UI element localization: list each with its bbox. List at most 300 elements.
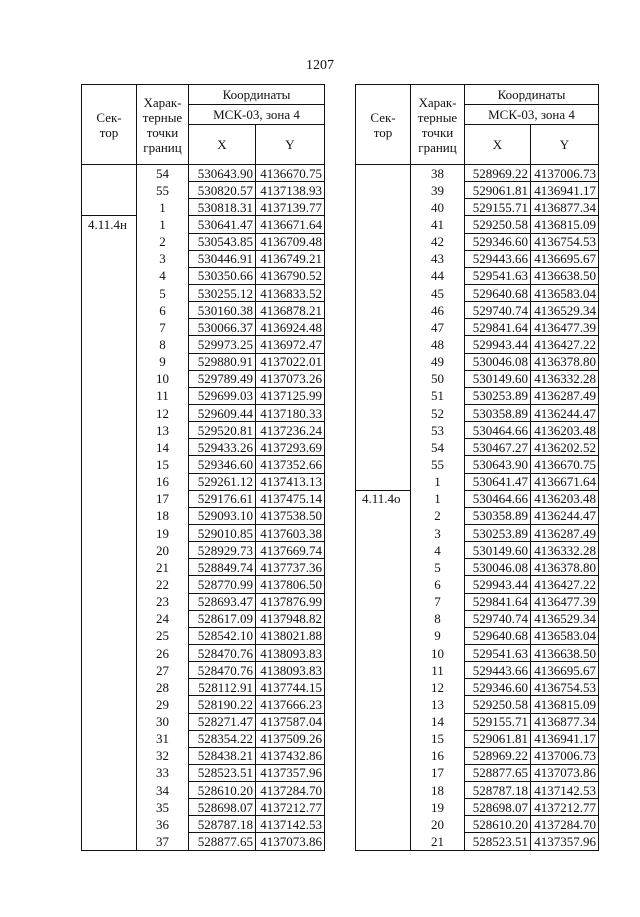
- header-x: X: [189, 125, 256, 165]
- table-row: [82, 507, 325, 524]
- y-cell: 4137432.86: [256, 747, 325, 764]
- y-cell: 4138021.88: [256, 627, 325, 644]
- point-cell: 20: [137, 542, 189, 559]
- sector-cell: [82, 730, 137, 747]
- point-cell: 21: [411, 833, 465, 850]
- y-cell: 4138093.83: [256, 644, 325, 661]
- table-row: [82, 713, 325, 730]
- x-cell: 528271.47: [189, 713, 256, 730]
- x-cell: 530358.89: [465, 404, 531, 421]
- y-cell: 4137139.77: [256, 199, 325, 216]
- coordinates-table-left: [81, 84, 325, 851]
- sector-cell: [82, 782, 137, 799]
- coordinates-table-right: [355, 84, 599, 851]
- y-cell: 4137669.74: [256, 542, 325, 559]
- table-row: [82, 747, 325, 764]
- x-cell: 530543.85: [189, 233, 256, 250]
- y-cell: 4136941.17: [531, 182, 599, 199]
- table-row: [82, 764, 325, 781]
- y-cell: 4137509.26: [256, 730, 325, 747]
- x-cell: 528969.22: [465, 747, 531, 764]
- point-cell: 44: [411, 267, 465, 284]
- table-row: [356, 662, 599, 679]
- table-row: [82, 730, 325, 747]
- y-cell: 4137666.23: [256, 696, 325, 713]
- table-row: [356, 473, 599, 490]
- y-cell: 4137413.13: [256, 473, 325, 490]
- table-row: [356, 644, 599, 661]
- sector-cell: [82, 284, 137, 301]
- point-cell: 24: [137, 610, 189, 627]
- point-cell: 32: [137, 747, 189, 764]
- table-row: [82, 439, 325, 456]
- y-cell: 4136671.64: [531, 473, 599, 490]
- point-cell: 16: [411, 747, 465, 764]
- table-row: [356, 267, 599, 284]
- x-cell: 529520.81: [189, 422, 256, 439]
- table-row: [356, 507, 599, 524]
- x-cell: 528849.74: [189, 559, 256, 576]
- x-cell: 529740.74: [465, 302, 531, 319]
- y-cell: 4136695.67: [531, 662, 599, 679]
- table-row: [82, 456, 325, 473]
- point-cell: 45: [411, 284, 465, 301]
- x-cell: 530643.90: [189, 165, 256, 182]
- point-cell: 40: [411, 199, 465, 216]
- sector-cell: [356, 764, 411, 781]
- point-cell: 46: [411, 302, 465, 319]
- sector-cell: [356, 199, 411, 216]
- sector-cell: [356, 284, 411, 301]
- point-cell: 51: [411, 387, 465, 404]
- point-cell: 3: [137, 250, 189, 267]
- y-cell: 4137806.50: [256, 576, 325, 593]
- x-cell: 528112.91: [189, 679, 256, 696]
- y-cell: 4137142.53: [256, 816, 325, 833]
- y-cell: 4136427.22: [531, 576, 599, 593]
- point-cell: 12: [411, 679, 465, 696]
- table-row: [82, 524, 325, 541]
- table-row: [82, 559, 325, 576]
- table-row: [82, 267, 325, 284]
- table-row: [356, 284, 599, 301]
- point-cell: 10: [411, 644, 465, 661]
- x-cell: 529880.91: [189, 353, 256, 370]
- y-cell: 4136529.34: [531, 302, 599, 319]
- x-cell: 530464.66: [465, 490, 531, 507]
- point-cell: 6: [411, 576, 465, 593]
- table-row: [82, 233, 325, 250]
- y-cell: 4137603.38: [256, 524, 325, 541]
- point-cell: 35: [137, 799, 189, 816]
- point-cell: 28: [137, 679, 189, 696]
- point-cell: 6: [137, 302, 189, 319]
- table-row: [82, 404, 325, 421]
- x-cell: 529740.74: [465, 610, 531, 627]
- y-cell: 4136638.50: [531, 267, 599, 284]
- point-cell: 19: [137, 524, 189, 541]
- sector-cell: 4.11.4о: [356, 490, 411, 507]
- point-cell: 17: [137, 490, 189, 507]
- header-x: X: [465, 125, 531, 165]
- sector-cell: [356, 576, 411, 593]
- point-cell: 13: [411, 696, 465, 713]
- point-cell: 4: [411, 542, 465, 559]
- sector-cell: [82, 507, 137, 524]
- point-cell: 29: [137, 696, 189, 713]
- x-cell: 529346.60: [465, 233, 531, 250]
- sector-cell: [82, 610, 137, 627]
- sector-cell: [356, 627, 411, 644]
- x-cell: 529841.64: [465, 593, 531, 610]
- sector-cell: [82, 456, 137, 473]
- point-cell: 50: [411, 370, 465, 387]
- table-row: [82, 165, 325, 182]
- point-cell: 37: [137, 833, 189, 850]
- table-row: [356, 782, 599, 799]
- x-cell: 528190.22: [189, 696, 256, 713]
- y-cell: 4137125.99: [256, 387, 325, 404]
- sector-cell: [356, 473, 411, 490]
- y-cell: 4136202.52: [531, 439, 599, 456]
- point-cell: 17: [411, 764, 465, 781]
- x-cell: 528787.18: [465, 782, 531, 799]
- table-row: [356, 404, 599, 421]
- point-cell: 38: [411, 165, 465, 182]
- table-row: [356, 387, 599, 404]
- point-cell: 27: [137, 662, 189, 679]
- y-cell: 4136583.04: [531, 284, 599, 301]
- point-cell: 55: [411, 456, 465, 473]
- x-cell: 528610.20: [189, 782, 256, 799]
- point-cell: 1: [411, 473, 465, 490]
- x-cell: 528470.76: [189, 644, 256, 661]
- y-cell: 4136378.80: [531, 559, 599, 576]
- y-cell: 4136877.34: [531, 199, 599, 216]
- table-row: [82, 542, 325, 559]
- sector-cell: [356, 833, 411, 850]
- sector-cell: [356, 439, 411, 456]
- table-row: [82, 576, 325, 593]
- point-cell: 13: [137, 422, 189, 439]
- table-row: [356, 696, 599, 713]
- point-cell: 1: [137, 216, 189, 233]
- y-cell: 4136972.47: [256, 336, 325, 353]
- sector-cell: [356, 610, 411, 627]
- point-cell: 9: [411, 627, 465, 644]
- table-row: [356, 524, 599, 541]
- sector-cell: [82, 490, 137, 507]
- sector-cell: [82, 336, 137, 353]
- point-cell: 55: [137, 182, 189, 199]
- x-cell: 529010.85: [189, 524, 256, 541]
- x-cell: 530641.47: [189, 216, 256, 233]
- y-cell: 4137180.33: [256, 404, 325, 421]
- table-row: [356, 439, 599, 456]
- point-cell: 34: [137, 782, 189, 799]
- sector-cell: [356, 336, 411, 353]
- table-row: [82, 833, 325, 850]
- x-cell: 528698.07: [465, 799, 531, 816]
- y-cell: 4136477.39: [531, 593, 599, 610]
- point-cell: 33: [137, 764, 189, 781]
- sector-cell: [356, 165, 411, 182]
- sector-cell: [356, 593, 411, 610]
- sector-cell: [82, 764, 137, 781]
- y-cell: 4136878.21: [256, 302, 325, 319]
- header-coords-system: МСК-03, зона 4: [465, 105, 599, 125]
- sector-cell: [82, 542, 137, 559]
- x-cell: 529155.71: [465, 199, 531, 216]
- sector-cell: [82, 559, 137, 576]
- point-cell: 11: [411, 662, 465, 679]
- table-row: [82, 627, 325, 644]
- table-row: [356, 747, 599, 764]
- point-cell: 31: [137, 730, 189, 747]
- x-cell: 529261.12: [189, 473, 256, 490]
- sector-cell: [356, 559, 411, 576]
- table-row: [82, 473, 325, 490]
- table-row: [82, 662, 325, 679]
- x-cell: 528438.21: [189, 747, 256, 764]
- x-cell: 529841.64: [465, 319, 531, 336]
- point-cell: 5: [411, 559, 465, 576]
- point-cell: 25: [137, 627, 189, 644]
- y-cell: 4136287.49: [531, 387, 599, 404]
- y-cell: 4136203.48: [531, 490, 599, 507]
- header-coords-system: МСК-03, зона 4: [189, 105, 325, 125]
- x-cell: 530446.91: [189, 250, 256, 267]
- point-cell: 54: [411, 439, 465, 456]
- point-cell: 1: [137, 199, 189, 216]
- point-cell: 14: [137, 439, 189, 456]
- page-number: 1207: [306, 58, 334, 73]
- sector-cell: [356, 747, 411, 764]
- x-cell: 528610.20: [465, 816, 531, 833]
- table-row: [356, 679, 599, 696]
- x-cell: 529155.71: [465, 713, 531, 730]
- point-cell: 5: [137, 284, 189, 301]
- sector-cell: [82, 250, 137, 267]
- sector-cell: [82, 165, 137, 182]
- y-cell: 4136924.48: [256, 319, 325, 336]
- x-cell: 528693.47: [189, 593, 256, 610]
- y-cell: 4136833.52: [256, 284, 325, 301]
- y-cell: 4137138.93: [256, 182, 325, 199]
- y-cell: 4137744.15: [256, 679, 325, 696]
- x-cell: 528877.65: [465, 764, 531, 781]
- table-row: [82, 799, 325, 816]
- x-cell: 528617.09: [189, 610, 256, 627]
- x-cell: 529541.63: [465, 644, 531, 661]
- table-row: [356, 593, 599, 610]
- y-cell: 4136378.80: [531, 353, 599, 370]
- sector-cell: [356, 353, 411, 370]
- table-row: [82, 644, 325, 661]
- x-cell: 528770.99: [189, 576, 256, 593]
- point-cell: 20: [411, 816, 465, 833]
- sector-cell: [356, 644, 411, 661]
- header-points: Харак- терные точки границ: [137, 85, 189, 165]
- x-cell: 528698.07: [189, 799, 256, 816]
- point-cell: 7: [411, 593, 465, 610]
- x-cell: 529541.63: [465, 267, 531, 284]
- point-cell: 8: [411, 610, 465, 627]
- y-cell: 4137538.50: [256, 507, 325, 524]
- sector-cell: [356, 422, 411, 439]
- x-cell: 530253.89: [465, 524, 531, 541]
- y-cell: 4137284.70: [531, 816, 599, 833]
- x-cell: 530149.60: [465, 542, 531, 559]
- table-row: [356, 422, 599, 439]
- x-cell: 529443.66: [465, 662, 531, 679]
- x-cell: 530350.66: [189, 267, 256, 284]
- table-row: [82, 353, 325, 370]
- table-row: [82, 302, 325, 319]
- y-cell: 4136790.52: [256, 267, 325, 284]
- x-cell: 530046.08: [465, 353, 531, 370]
- point-cell: 42: [411, 233, 465, 250]
- table-row: [82, 216, 325, 233]
- y-cell: 4137212.77: [256, 799, 325, 816]
- sector-cell: [82, 662, 137, 679]
- y-cell: 4136203.48: [531, 422, 599, 439]
- y-cell: 4137293.69: [256, 439, 325, 456]
- sector-cell: [82, 627, 137, 644]
- sector-cell: [82, 353, 137, 370]
- table-row: [356, 576, 599, 593]
- point-cell: 12: [137, 404, 189, 421]
- x-cell: 529346.60: [189, 456, 256, 473]
- table-row: [356, 542, 599, 559]
- point-cell: 52: [411, 404, 465, 421]
- table-row: [356, 250, 599, 267]
- sector-cell: [356, 216, 411, 233]
- sector-cell: [356, 696, 411, 713]
- y-cell: 4136287.49: [531, 524, 599, 541]
- x-cell: 530641.47: [465, 473, 531, 490]
- sector-cell: [356, 662, 411, 679]
- point-cell: 8: [137, 336, 189, 353]
- header-y: Y: [531, 125, 599, 165]
- table-row: [356, 799, 599, 816]
- point-cell: 3: [411, 524, 465, 541]
- x-cell: 528523.51: [465, 833, 531, 850]
- y-cell: 4137073.86: [256, 833, 325, 850]
- x-cell: 528470.76: [189, 662, 256, 679]
- point-cell: 15: [137, 456, 189, 473]
- x-cell: 530820.57: [189, 182, 256, 199]
- table-row: [82, 199, 325, 216]
- point-cell: 48: [411, 336, 465, 353]
- table-row: [356, 216, 599, 233]
- table-row: [82, 679, 325, 696]
- point-cell: 26: [137, 644, 189, 661]
- x-cell: 529061.81: [465, 730, 531, 747]
- sector-cell: [356, 319, 411, 336]
- y-cell: 4137006.73: [531, 165, 599, 182]
- table-row: [356, 233, 599, 250]
- sector-cell: [356, 730, 411, 747]
- sector-cell: 4.11.4н: [82, 216, 137, 233]
- sector-cell: [356, 233, 411, 250]
- point-cell: 2: [137, 233, 189, 250]
- sector-cell: [82, 370, 137, 387]
- point-cell: 16: [137, 473, 189, 490]
- sector-cell: [356, 713, 411, 730]
- table-row: [356, 302, 599, 319]
- y-cell: 4137073.26: [256, 370, 325, 387]
- y-cell: 4137236.24: [256, 422, 325, 439]
- x-cell: 530643.90: [465, 456, 531, 473]
- x-cell: 529443.66: [465, 250, 531, 267]
- x-cell: 529973.25: [189, 336, 256, 353]
- point-cell: 7: [137, 319, 189, 336]
- x-cell: 529640.68: [465, 627, 531, 644]
- x-cell: 529699.03: [189, 387, 256, 404]
- header-points: Харак- терные точки границ: [411, 85, 465, 165]
- y-cell: 4137475.14: [256, 490, 325, 507]
- y-cell: 4137357.96: [256, 764, 325, 781]
- sector-cell: [82, 833, 137, 850]
- table-row: [82, 696, 325, 713]
- table-row: [82, 387, 325, 404]
- table-row: [356, 559, 599, 576]
- point-cell: 2: [411, 507, 465, 524]
- point-cell: 1: [411, 490, 465, 507]
- sector-cell: [82, 302, 137, 319]
- sector-cell: [82, 644, 137, 661]
- y-cell: 4136244.47: [531, 507, 599, 524]
- sector-cell: [82, 404, 137, 421]
- y-cell: 4137876.99: [256, 593, 325, 610]
- x-cell: 530046.08: [465, 559, 531, 576]
- y-cell: 4136815.09: [531, 216, 599, 233]
- x-cell: 528787.18: [189, 816, 256, 833]
- header-coords-title: Координаты: [189, 85, 325, 105]
- y-cell: 4136638.50: [531, 644, 599, 661]
- table-row: [356, 456, 599, 473]
- x-cell: 529943.44: [465, 336, 531, 353]
- x-cell: 529346.60: [465, 679, 531, 696]
- point-cell: 18: [137, 507, 189, 524]
- y-cell: 4137142.53: [531, 782, 599, 799]
- x-cell: 529433.26: [189, 439, 256, 456]
- y-cell: 4136670.75: [531, 456, 599, 473]
- table-row: [356, 353, 599, 370]
- point-cell: 10: [137, 370, 189, 387]
- sector-cell: [356, 507, 411, 524]
- x-cell: 530464.66: [465, 422, 531, 439]
- sector-cell: [82, 387, 137, 404]
- point-cell: 47: [411, 319, 465, 336]
- x-cell: 529789.49: [189, 370, 256, 387]
- table-row: [356, 816, 599, 833]
- point-cell: 36: [137, 816, 189, 833]
- sector-cell: [82, 439, 137, 456]
- point-cell: 43: [411, 250, 465, 267]
- y-cell: 4136529.34: [531, 610, 599, 627]
- table-row: [82, 816, 325, 833]
- sector-cell: [356, 370, 411, 387]
- point-cell: 54: [137, 165, 189, 182]
- sector-cell: [82, 473, 137, 490]
- table-row: [356, 319, 599, 336]
- sector-cell: [82, 713, 137, 730]
- header-y: Y: [256, 125, 325, 165]
- y-cell: 4136332.28: [531, 542, 599, 559]
- x-cell: 530358.89: [465, 507, 531, 524]
